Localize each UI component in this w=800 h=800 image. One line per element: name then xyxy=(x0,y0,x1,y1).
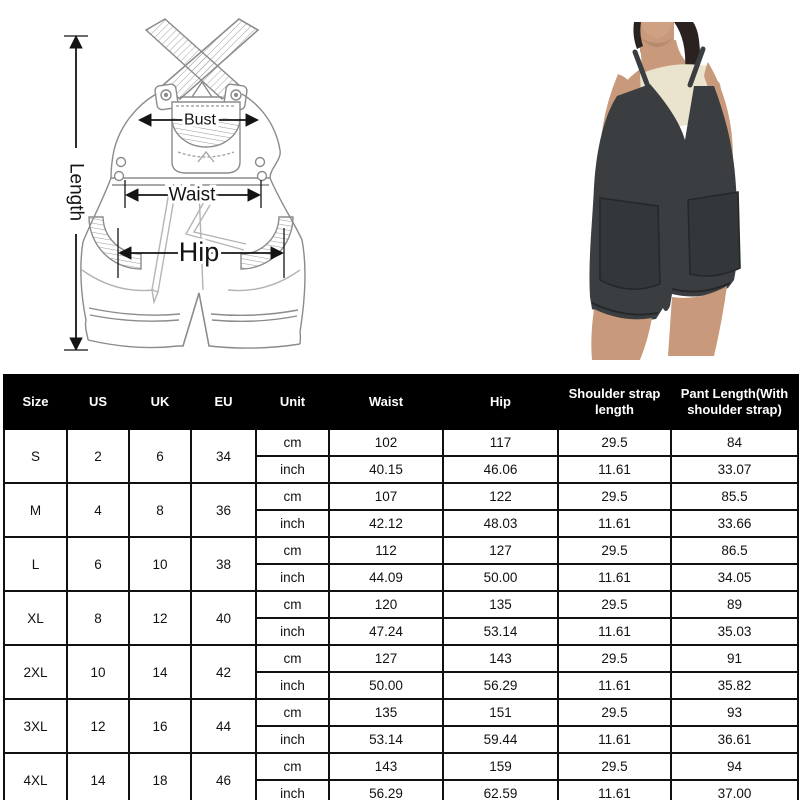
table-row-xl-cm xyxy=(4,591,798,618)
pant-length-value-cell: 36.61 xyxy=(671,726,798,753)
shoulder-strap-value-cell: 11.61 xyxy=(558,618,671,645)
uk-cell: 16 xyxy=(129,699,191,753)
hip-value-cell: 48.03 xyxy=(443,510,558,537)
us-cell: 6 xyxy=(67,537,129,591)
shoulder-strap-value-cell: 11.61 xyxy=(558,564,671,591)
hip-value-cell: 151 xyxy=(443,699,558,726)
shoulder-strap-value-cell: 29.5 xyxy=(558,429,671,456)
waist-label: Waist xyxy=(168,184,216,206)
waist-value-cell: 102 xyxy=(329,429,443,456)
column-header-unit: Unit xyxy=(256,375,329,429)
shoulder-strap-value-cell: 29.5 xyxy=(558,645,671,672)
waist-value-cell: 44.09 xyxy=(329,564,443,591)
uk-cell: 12 xyxy=(129,591,191,645)
pant-length-value-cell: 93 xyxy=(671,699,798,726)
waist-value-cell: 112 xyxy=(329,537,443,564)
table-row-l-cm xyxy=(4,537,798,564)
column-header-pant-length-with-shoulder-strap: Pant Length(With shoulder strap) xyxy=(671,375,798,429)
hip-value-cell: 127 xyxy=(443,537,558,564)
bust-label: Bust xyxy=(183,111,217,129)
waist-value-cell: 50.00 xyxy=(329,672,443,699)
us-cell: 10 xyxy=(67,645,129,699)
column-header-hip: Hip xyxy=(443,375,558,429)
column-header-shoulder-strap-length: Shoulder strap length xyxy=(558,375,671,429)
column-header-size: Size xyxy=(4,375,67,429)
shoulder-strap-value-cell: 29.5 xyxy=(558,537,671,564)
size-cell: L xyxy=(4,537,67,591)
header-row xyxy=(4,375,798,429)
hip-value-cell: 62.59 xyxy=(443,780,558,800)
size-cell: XL xyxy=(4,591,67,645)
table-row-m-cm xyxy=(4,483,798,510)
eu-cell: 40 xyxy=(191,591,256,645)
waist-value-cell: 143 xyxy=(329,753,443,780)
unit-cell: cm xyxy=(256,645,329,672)
us-cell: 14 xyxy=(67,753,129,800)
column-header-uk: UK xyxy=(129,375,191,429)
unit-cell: cm xyxy=(256,483,329,510)
unit-cell: inch xyxy=(256,672,329,699)
waist-value-cell: 53.14 xyxy=(329,726,443,753)
uk-cell: 6 xyxy=(129,429,191,483)
waist-value-cell: 120 xyxy=(329,591,443,618)
uk-cell: 8 xyxy=(129,483,191,537)
size-chart-body xyxy=(4,429,798,800)
hip-label: Hip xyxy=(178,237,220,267)
waist-value-cell: 40.15 xyxy=(329,456,443,483)
pant-length-value-cell: 35.82 xyxy=(671,672,798,699)
hip-value-cell: 122 xyxy=(443,483,558,510)
size-cell: S xyxy=(4,429,67,483)
hip-value-cell: 159 xyxy=(443,753,558,780)
pant-length-value-cell: 84 xyxy=(671,429,798,456)
pant-length-value-cell: 94 xyxy=(671,753,798,780)
eu-cell: 36 xyxy=(191,483,256,537)
unit-cell: inch xyxy=(256,780,329,800)
unit-cell: inch xyxy=(256,510,329,537)
hip-value-cell: 46.06 xyxy=(443,456,558,483)
eu-cell: 38 xyxy=(191,537,256,591)
length-label: Length xyxy=(65,162,87,222)
eu-cell: 46 xyxy=(191,753,256,800)
pant-length-value-cell: 89 xyxy=(671,591,798,618)
pant-length-value-cell: 37.00 xyxy=(671,780,798,800)
us-cell: 8 xyxy=(67,591,129,645)
waist-value-cell: 127 xyxy=(329,645,443,672)
column-header-us: US xyxy=(67,375,129,429)
eu-cell: 42 xyxy=(191,645,256,699)
column-header-waist: Waist xyxy=(329,375,443,429)
pant-length-value-cell: 85.5 xyxy=(671,483,798,510)
shoulder-strap-value-cell: 11.61 xyxy=(558,780,671,800)
unit-cell: inch xyxy=(256,618,329,645)
unit-cell: inch xyxy=(256,564,329,591)
uk-cell: 10 xyxy=(129,537,191,591)
column-header-eu: EU xyxy=(191,375,256,429)
shoulder-strap-value-cell: 11.61 xyxy=(558,726,671,753)
size-chart-table xyxy=(3,374,799,800)
hip-value-cell: 117 xyxy=(443,429,558,456)
uk-cell: 14 xyxy=(129,645,191,699)
us-cell: 2 xyxy=(67,429,129,483)
waist-value-cell: 107 xyxy=(329,483,443,510)
unit-cell: cm xyxy=(256,537,329,564)
unit-cell: cm xyxy=(256,429,329,456)
table-row-2xl-cm xyxy=(4,645,798,672)
uk-cell: 18 xyxy=(129,753,191,800)
shoulder-strap-value-cell: 29.5 xyxy=(558,483,671,510)
size-cell: 3XL xyxy=(4,699,67,753)
size-cell: 4XL xyxy=(4,753,67,800)
unit-cell: cm xyxy=(256,699,329,726)
garment-measurement-diagram xyxy=(6,2,396,370)
hip-value-cell: 135 xyxy=(443,591,558,618)
hip-value-cell: 53.14 xyxy=(443,618,558,645)
size-cell: M xyxy=(4,483,67,537)
hip-value-cell: 56.29 xyxy=(443,672,558,699)
waist-value-cell: 42.12 xyxy=(329,510,443,537)
pant-length-value-cell: 86.5 xyxy=(671,537,798,564)
shoulder-strap-value-cell: 29.5 xyxy=(558,699,671,726)
shoulder-strap-value-cell: 11.61 xyxy=(558,510,671,537)
unit-cell: cm xyxy=(256,753,329,780)
pant-length-value-cell: 35.03 xyxy=(671,618,798,645)
waist-value-cell: 56.29 xyxy=(329,780,443,800)
shoulder-strap-value-cell: 29.5 xyxy=(558,753,671,780)
hip-value-cell: 50.00 xyxy=(443,564,558,591)
unit-cell: inch xyxy=(256,726,329,753)
shoulder-strap-value-cell: 29.5 xyxy=(558,591,671,618)
eu-cell: 44 xyxy=(191,699,256,753)
unit-cell: cm xyxy=(256,591,329,618)
waist-value-cell: 135 xyxy=(329,699,443,726)
size-cell: 2XL xyxy=(4,645,67,699)
hip-value-cell: 59.44 xyxy=(443,726,558,753)
pant-length-value-cell: 33.66 xyxy=(671,510,798,537)
eu-cell: 34 xyxy=(191,429,256,483)
waist-value-cell: 47.24 xyxy=(329,618,443,645)
shoulder-strap-value-cell: 11.61 xyxy=(558,672,671,699)
table-row-3xl-cm xyxy=(4,699,798,726)
us-cell: 4 xyxy=(67,483,129,537)
table-row-s-cm xyxy=(4,429,798,456)
model-photo xyxy=(548,22,800,372)
pant-length-value-cell: 34.05 xyxy=(671,564,798,591)
shoulder-strap-value-cell: 11.61 xyxy=(558,456,671,483)
pant-length-value-cell: 91 xyxy=(671,645,798,672)
unit-cell: inch xyxy=(256,456,329,483)
hip-value-cell: 143 xyxy=(443,645,558,672)
pant-length-value-cell: 33.07 xyxy=(671,456,798,483)
table-row-4xl-cm xyxy=(4,753,798,780)
us-cell: 12 xyxy=(67,699,129,753)
